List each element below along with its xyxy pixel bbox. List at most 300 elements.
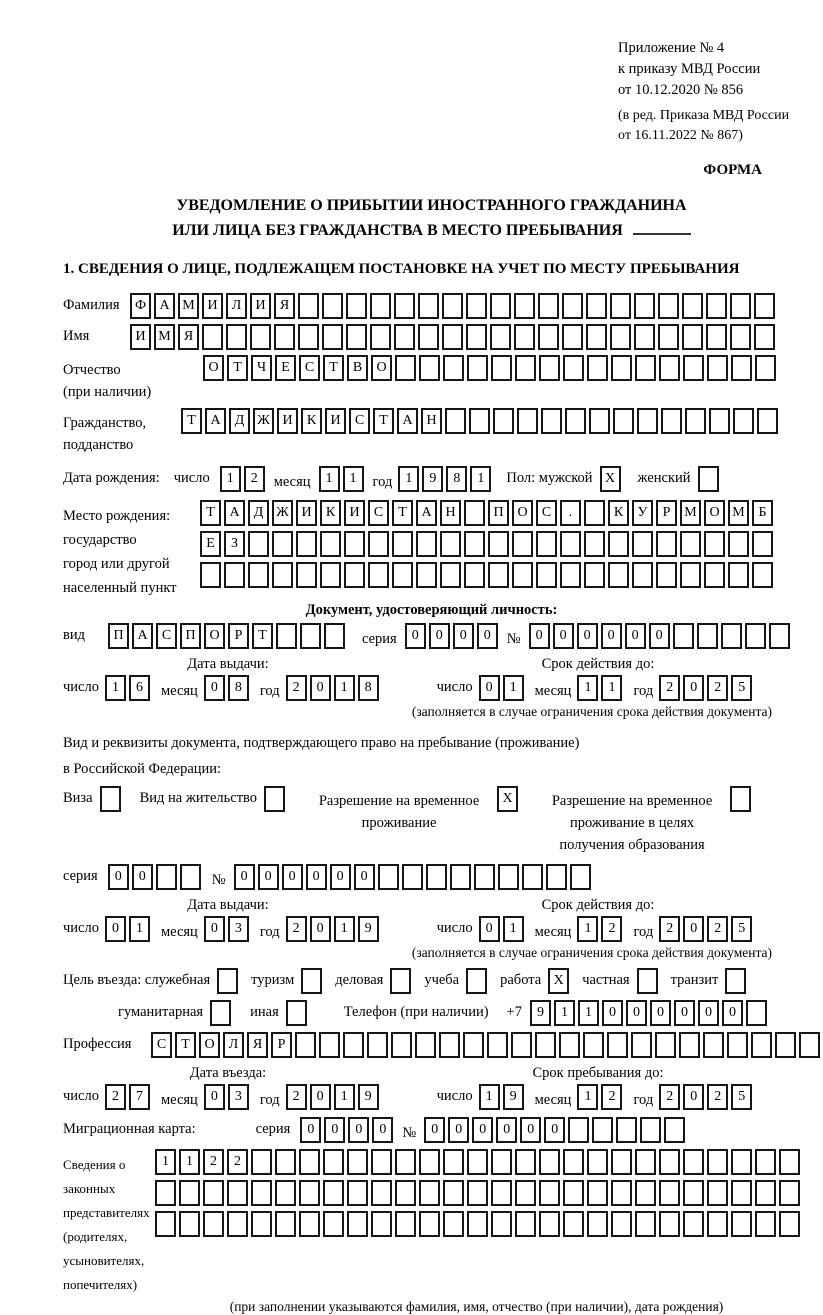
char-box[interactable] (683, 355, 704, 381)
char-box[interactable] (535, 1032, 556, 1058)
char-box[interactable]: Ч (251, 355, 272, 381)
char-box[interactable] (563, 1149, 584, 1175)
char-box[interactable] (703, 1032, 724, 1058)
char-box[interactable]: 1 (577, 675, 598, 701)
char-box[interactable]: 0 (429, 623, 450, 649)
char-box[interactable] (611, 1149, 632, 1175)
char-box[interactable] (631, 1032, 652, 1058)
char-box[interactable]: 2 (227, 1149, 248, 1175)
char-box[interactable]: Ж (272, 500, 293, 526)
char-box[interactable]: 0 (282, 864, 303, 890)
char-box[interactable] (659, 1149, 680, 1175)
char-box[interactable]: О (204, 623, 225, 649)
char-box[interactable] (343, 1032, 364, 1058)
purpose-work-checkbox[interactable]: X (548, 968, 569, 994)
purpose-tourism-checkbox[interactable] (301, 968, 322, 994)
char-box[interactable] (344, 531, 365, 557)
char-box[interactable] (227, 1211, 248, 1237)
char-box[interactable]: 8 (446, 466, 467, 492)
char-box[interactable]: Т (373, 408, 394, 434)
char-box[interactable]: М (680, 500, 701, 526)
char-box[interactable] (659, 1180, 680, 1206)
char-box[interactable] (512, 531, 533, 557)
char-box[interactable]: 0 (544, 1117, 565, 1143)
char-box[interactable]: 2 (601, 1084, 622, 1110)
char-box[interactable] (539, 1211, 560, 1237)
char-box[interactable]: М (178, 293, 199, 319)
char-box[interactable] (536, 562, 557, 588)
purpose-other-checkbox[interactable] (286, 1000, 307, 1026)
char-box[interactable] (706, 293, 727, 319)
char-box[interactable]: Л (223, 1032, 244, 1058)
char-box[interactable] (640, 1117, 661, 1143)
char-box[interactable] (680, 531, 701, 557)
char-box[interactable] (563, 1180, 584, 1206)
char-box[interactable]: 1 (105, 675, 126, 701)
char-box[interactable] (490, 293, 511, 319)
char-box[interactable] (757, 408, 778, 434)
char-box[interactable]: 8 (358, 675, 379, 701)
char-box[interactable] (491, 1180, 512, 1206)
char-box[interactable]: Ф (130, 293, 151, 319)
char-box[interactable] (394, 293, 415, 319)
char-box[interactable] (323, 1211, 344, 1237)
char-box[interactable] (155, 1180, 176, 1206)
char-box[interactable] (755, 355, 776, 381)
char-box[interactable] (274, 324, 295, 350)
char-box[interactable]: 0 (405, 623, 426, 649)
char-box[interactable]: З (224, 531, 245, 557)
char-box[interactable] (755, 1149, 776, 1175)
purpose-business-checkbox[interactable] (390, 968, 411, 994)
char-box[interactable] (563, 1211, 584, 1237)
char-box[interactable] (346, 293, 367, 319)
char-box[interactable]: 1 (343, 466, 364, 492)
char-box[interactable] (560, 562, 581, 588)
char-box[interactable]: 5 (731, 1084, 752, 1110)
char-box[interactable] (368, 562, 389, 588)
char-box[interactable]: 0 (479, 675, 500, 701)
char-box[interactable]: П (108, 623, 129, 649)
char-box[interactable]: Р (228, 623, 249, 649)
char-box[interactable] (276, 623, 297, 649)
char-box[interactable]: С (368, 500, 389, 526)
char-box[interactable] (728, 562, 749, 588)
char-box[interactable] (275, 1211, 296, 1237)
char-box[interactable]: 5 (731, 675, 752, 701)
char-box[interactable] (539, 355, 560, 381)
char-box[interactable]: И (202, 293, 223, 319)
char-box[interactable]: 0 (472, 1117, 493, 1143)
char-box[interactable] (250, 324, 271, 350)
char-box[interactable] (779, 1149, 800, 1175)
char-box[interactable] (584, 531, 605, 557)
char-box[interactable] (323, 1180, 344, 1206)
char-box[interactable]: 3 (228, 916, 249, 942)
char-box[interactable] (440, 531, 461, 557)
char-box[interactable]: 0 (520, 1117, 541, 1143)
char-box[interactable] (416, 562, 437, 588)
char-box[interactable] (536, 531, 557, 557)
char-box[interactable] (226, 324, 247, 350)
residence-permit-checkbox[interactable] (264, 786, 285, 812)
char-box[interactable] (587, 1211, 608, 1237)
char-box[interactable] (493, 408, 514, 434)
char-box[interactable] (324, 623, 345, 649)
char-box[interactable]: 0 (601, 623, 622, 649)
char-box[interactable] (683, 1211, 704, 1237)
char-box[interactable] (416, 531, 437, 557)
char-box[interactable]: 1 (577, 916, 598, 942)
char-box[interactable] (392, 531, 413, 557)
char-box[interactable] (488, 531, 509, 557)
char-box[interactable] (610, 324, 631, 350)
char-box[interactable]: 0 (602, 1000, 623, 1026)
char-box[interactable] (320, 531, 341, 557)
char-box[interactable] (299, 1149, 320, 1175)
char-box[interactable] (769, 623, 790, 649)
char-box[interactable]: 2 (707, 1084, 728, 1110)
char-box[interactable] (295, 1032, 316, 1058)
char-box[interactable] (611, 355, 632, 381)
char-box[interactable]: Т (392, 500, 413, 526)
char-box[interactable] (443, 355, 464, 381)
purpose-study-checkbox[interactable] (466, 968, 487, 994)
char-box[interactable]: 0 (698, 1000, 719, 1026)
char-box[interactable]: 2 (601, 916, 622, 942)
char-box[interactable]: С (299, 355, 320, 381)
char-box[interactable]: 2 (707, 675, 728, 701)
char-box[interactable] (464, 531, 485, 557)
char-box[interactable]: Е (275, 355, 296, 381)
char-box[interactable] (611, 1180, 632, 1206)
char-box[interactable]: Т (175, 1032, 196, 1058)
char-box[interactable] (685, 408, 706, 434)
char-box[interactable]: 2 (105, 1084, 126, 1110)
char-box[interactable]: 0 (529, 623, 550, 649)
char-box[interactable]: 0 (234, 864, 255, 890)
char-box[interactable] (731, 355, 752, 381)
char-box[interactable]: 0 (105, 916, 126, 942)
char-box[interactable] (514, 324, 535, 350)
char-box[interactable]: Р (656, 500, 677, 526)
char-box[interactable] (656, 562, 677, 588)
char-box[interactable] (296, 562, 317, 588)
char-box[interactable] (522, 864, 543, 890)
char-box[interactable] (587, 1180, 608, 1206)
char-box[interactable]: Е (200, 531, 221, 557)
char-box[interactable] (635, 1149, 656, 1175)
char-box[interactable] (592, 1117, 613, 1143)
char-box[interactable]: 0 (372, 1117, 393, 1143)
char-box[interactable] (709, 408, 730, 434)
char-box[interactable]: 0 (577, 623, 598, 649)
char-box[interactable]: 0 (310, 675, 331, 701)
char-box[interactable]: Н (440, 500, 461, 526)
sex-female-checkbox[interactable] (698, 466, 719, 492)
char-box[interactable]: Д (248, 500, 269, 526)
char-box[interactable]: И (344, 500, 365, 526)
char-box[interactable] (467, 1149, 488, 1175)
char-box[interactable] (445, 408, 466, 434)
char-box[interactable] (515, 1211, 536, 1237)
char-box[interactable] (203, 1180, 224, 1206)
char-box[interactable] (755, 1180, 776, 1206)
char-box[interactable]: Т (200, 500, 221, 526)
char-box[interactable]: И (130, 324, 151, 350)
char-box[interactable]: 0 (204, 1084, 225, 1110)
char-box[interactable] (511, 1032, 532, 1058)
char-box[interactable]: 0 (330, 864, 351, 890)
purpose-official-checkbox[interactable] (217, 968, 238, 994)
char-box[interactable] (613, 408, 634, 434)
char-box[interactable] (419, 1180, 440, 1206)
char-box[interactable] (418, 324, 439, 350)
char-box[interactable]: 0 (204, 916, 225, 942)
char-box[interactable]: 9 (503, 1084, 524, 1110)
char-box[interactable] (752, 531, 773, 557)
char-box[interactable] (682, 293, 703, 319)
char-box[interactable] (419, 355, 440, 381)
char-box[interactable]: 0 (496, 1117, 517, 1143)
char-box[interactable] (300, 623, 321, 649)
char-box[interactable]: 0 (424, 1117, 445, 1143)
char-box[interactable] (179, 1180, 200, 1206)
char-box[interactable] (224, 562, 245, 588)
char-box[interactable] (227, 1180, 248, 1206)
char-box[interactable]: 1 (503, 675, 524, 701)
char-box[interactable]: 2 (286, 916, 307, 942)
char-box[interactable] (586, 324, 607, 350)
char-box[interactable] (395, 1180, 416, 1206)
char-box[interactable] (634, 324, 655, 350)
char-box[interactable]: 9 (530, 1000, 551, 1026)
char-box[interactable] (697, 623, 718, 649)
char-box[interactable] (323, 1149, 344, 1175)
char-box[interactable]: 0 (132, 864, 153, 890)
char-box[interactable] (466, 293, 487, 319)
char-box[interactable]: С (156, 623, 177, 649)
char-box[interactable] (586, 293, 607, 319)
char-box[interactable] (474, 864, 495, 890)
char-box[interactable] (538, 293, 559, 319)
char-box[interactable] (298, 293, 319, 319)
char-box[interactable]: Л (226, 293, 247, 319)
char-box[interactable]: 0 (324, 1117, 345, 1143)
char-box[interactable]: 0 (683, 916, 704, 942)
char-box[interactable]: С (151, 1032, 172, 1058)
char-box[interactable] (299, 1211, 320, 1237)
char-box[interactable] (731, 1180, 752, 1206)
char-box[interactable]: Н (421, 408, 442, 434)
char-box[interactable] (775, 1032, 796, 1058)
char-box[interactable] (440, 562, 461, 588)
char-box[interactable]: Д (229, 408, 250, 434)
char-box[interactable] (570, 864, 591, 890)
char-box[interactable] (251, 1149, 272, 1175)
char-box[interactable] (443, 1211, 464, 1237)
char-box[interactable] (751, 1032, 772, 1058)
char-box[interactable]: 3 (228, 1084, 249, 1110)
char-box[interactable]: 7 (129, 1084, 150, 1110)
char-box[interactable]: О (203, 355, 224, 381)
char-box[interactable]: 0 (683, 675, 704, 701)
sex-male-checkbox[interactable]: X (600, 466, 621, 492)
char-box[interactable] (562, 324, 583, 350)
char-box[interactable]: К (301, 408, 322, 434)
char-box[interactable] (656, 531, 677, 557)
char-box[interactable] (370, 324, 391, 350)
char-box[interactable]: 0 (626, 1000, 647, 1026)
char-box[interactable]: И (250, 293, 271, 319)
char-box[interactable] (779, 1211, 800, 1237)
char-box[interactable]: В (347, 355, 368, 381)
char-box[interactable] (322, 293, 343, 319)
char-box[interactable] (272, 562, 293, 588)
char-box[interactable] (731, 1211, 752, 1237)
char-box[interactable]: 0 (258, 864, 279, 890)
char-box[interactable] (392, 562, 413, 588)
char-box[interactable]: О (512, 500, 533, 526)
char-box[interactable] (746, 1000, 767, 1026)
char-box[interactable] (563, 355, 584, 381)
char-box[interactable] (368, 531, 389, 557)
char-box[interactable]: 0 (354, 864, 375, 890)
char-box[interactable] (251, 1211, 272, 1237)
char-box[interactable] (200, 562, 221, 588)
char-box[interactable] (155, 1211, 176, 1237)
char-box[interactable] (568, 1117, 589, 1143)
char-box[interactable]: 2 (659, 916, 680, 942)
char-box[interactable]: А (397, 408, 418, 434)
char-box[interactable]: 1 (334, 675, 355, 701)
char-box[interactable] (491, 1211, 512, 1237)
char-box[interactable] (463, 1032, 484, 1058)
char-box[interactable]: 1 (601, 675, 622, 701)
char-box[interactable]: 0 (306, 864, 327, 890)
char-box[interactable] (203, 1211, 224, 1237)
char-box[interactable]: О (199, 1032, 220, 1058)
char-box[interactable] (584, 562, 605, 588)
char-box[interactable] (754, 324, 775, 350)
char-box[interactable]: 1 (220, 466, 241, 492)
char-box[interactable] (610, 293, 631, 319)
char-box[interactable] (395, 1149, 416, 1175)
char-box[interactable]: 1 (578, 1000, 599, 1026)
char-box[interactable]: 8 (228, 675, 249, 701)
char-box[interactable] (498, 864, 519, 890)
char-box[interactable]: У (632, 500, 653, 526)
char-box[interactable] (655, 1032, 676, 1058)
char-box[interactable] (583, 1032, 604, 1058)
char-box[interactable] (391, 1032, 412, 1058)
char-box[interactable] (565, 408, 586, 434)
char-box[interactable] (637, 408, 658, 434)
temp-permit-checkbox[interactable]: X (497, 786, 518, 812)
char-box[interactable] (707, 355, 728, 381)
char-box[interactable]: Я (274, 293, 295, 319)
char-box[interactable] (731, 1149, 752, 1175)
char-box[interactable] (635, 1211, 656, 1237)
char-box[interactable]: М (154, 324, 175, 350)
char-box[interactable]: 1 (155, 1149, 176, 1175)
char-box[interactable] (673, 623, 694, 649)
char-box[interactable] (779, 1180, 800, 1206)
char-box[interactable] (562, 293, 583, 319)
visa-checkbox[interactable] (100, 786, 121, 812)
char-box[interactable] (635, 1180, 656, 1206)
char-box[interactable] (616, 1117, 637, 1143)
char-box[interactable]: 0 (108, 864, 129, 890)
char-box[interactable]: И (296, 500, 317, 526)
char-box[interactable]: 2 (286, 675, 307, 701)
char-box[interactable] (608, 531, 629, 557)
char-box[interactable] (728, 531, 749, 557)
char-box[interactable]: 2 (659, 675, 680, 701)
char-box[interactable]: 0 (453, 623, 474, 649)
edu-permit-checkbox[interactable] (730, 786, 751, 812)
char-box[interactable] (419, 1211, 440, 1237)
char-box[interactable] (514, 293, 535, 319)
char-box[interactable] (539, 1180, 560, 1206)
char-box[interactable] (634, 293, 655, 319)
char-box[interactable]: Р (271, 1032, 292, 1058)
char-box[interactable] (395, 355, 416, 381)
char-box[interactable] (402, 864, 423, 890)
char-box[interactable]: . (560, 500, 581, 526)
char-box[interactable]: 1 (577, 1084, 598, 1110)
char-box[interactable] (754, 293, 775, 319)
char-box[interactable]: А (132, 623, 153, 649)
char-box[interactable]: Т (323, 355, 344, 381)
char-box[interactable]: А (205, 408, 226, 434)
char-box[interactable] (745, 623, 766, 649)
char-box[interactable] (347, 1211, 368, 1237)
char-box[interactable] (755, 1211, 776, 1237)
char-box[interactable]: 0 (683, 1084, 704, 1110)
char-box[interactable] (680, 562, 701, 588)
char-box[interactable]: К (608, 500, 629, 526)
char-box[interactable] (515, 1180, 536, 1206)
char-box[interactable] (426, 864, 447, 890)
char-box[interactable]: 1 (554, 1000, 575, 1026)
char-box[interactable]: П (180, 623, 201, 649)
char-box[interactable] (607, 1032, 628, 1058)
char-box[interactable] (727, 1032, 748, 1058)
char-box[interactable]: 2 (286, 1084, 307, 1110)
char-box[interactable] (587, 355, 608, 381)
char-box[interactable] (394, 324, 415, 350)
char-box[interactable] (490, 324, 511, 350)
char-box[interactable]: К (320, 500, 341, 526)
char-box[interactable]: 1 (179, 1149, 200, 1175)
char-box[interactable] (707, 1211, 728, 1237)
char-box[interactable] (439, 1032, 460, 1058)
char-box[interactable] (733, 408, 754, 434)
char-box[interactable] (679, 1032, 700, 1058)
char-box[interactable] (538, 324, 559, 350)
char-box[interactable]: 0 (674, 1000, 695, 1026)
char-box[interactable] (202, 324, 223, 350)
char-box[interactable]: Т (181, 408, 202, 434)
char-box[interactable]: 0 (348, 1117, 369, 1143)
char-box[interactable] (344, 562, 365, 588)
char-box[interactable] (450, 864, 471, 890)
char-box[interactable] (442, 293, 463, 319)
char-box[interactable] (517, 408, 538, 434)
char-box[interactable]: С (349, 408, 370, 434)
char-box[interactable] (608, 562, 629, 588)
